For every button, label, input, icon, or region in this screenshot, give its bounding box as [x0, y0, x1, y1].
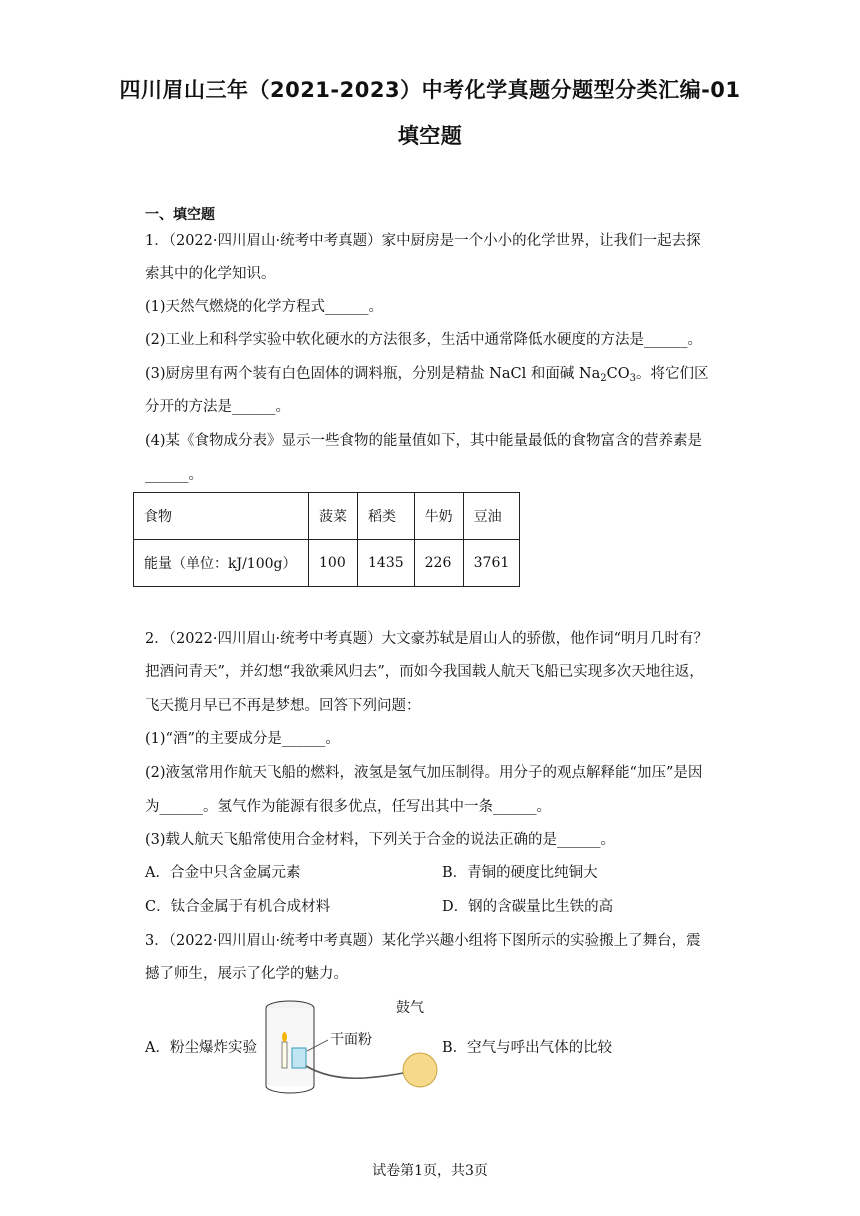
- q2-option-b: B．青铜的硬度比纯铜大: [442, 865, 598, 881]
- table-cell: 稻类: [358, 493, 415, 540]
- q3-option-b: B．空气与呼出气体的比较: [442, 1040, 613, 1056]
- table-cell: 能量（单位：kJ/100g）: [134, 540, 309, 587]
- q2-option-a: A．合金中只含金属元素: [145, 865, 301, 881]
- q2-option-d: D．钢的含碳量比生铁的高: [442, 899, 614, 915]
- table-cell: 豆油: [463, 493, 520, 540]
- q2-stem-line3: 飞天揽月早已不再是梦想。回答下列问题：: [145, 698, 421, 714]
- table-cell: 3761: [463, 540, 520, 587]
- table-cell: 食物: [134, 493, 309, 540]
- q3-stem-line1: 3．（2022·四川眉山·统考中考真题）某化学兴趣小组将下图所示的实验搬上了舞台，震: [145, 933, 701, 949]
- table-cell: 菠菜: [309, 493, 358, 540]
- q1-part2: (2)工业上和科学实验中软化硬水的方法很多，生活中通常降低水硬度的方法是______。: [145, 332, 703, 348]
- q2-stem-line1: 2．（2022·四川眉山·统考中考真题）大文豪苏轼是眉山人的骄傲，他作词“明月几时有？: [145, 631, 709, 647]
- section-heading: 一、填空题: [145, 207, 215, 223]
- page-footer: 试卷第1页，共3页: [372, 1163, 488, 1179]
- table-cell: 牛奶: [414, 493, 463, 540]
- q1-part3-line2: 分开的方法是______。: [145, 399, 290, 415]
- food-energy-table: [133, 492, 520, 587]
- table-row: [134, 493, 520, 540]
- q1-part3: (3)厨房里有两个装有白色固体的调料瓶，分别是精盐 NaCl 和面碱 $Na_2CO_3$。将它们区: [145, 366, 709, 384]
- q2-part2: (2)液氢常用作航天飞船的燃料，液氢是氢气加压制得。用分子的观点解释能“加压”是因: [145, 765, 703, 781]
- q1-part1: (1)天然气燃烧的化学方程式______。: [145, 299, 384, 315]
- candle-icon: [282, 1042, 287, 1068]
- q1-part4-line2: ______。: [145, 467, 203, 483]
- air-bulb-icon: [403, 1053, 437, 1087]
- q2-part3: (3)载人航天飞船常使用合金材料，下列关于合金的说法正确的是______。: [145, 832, 616, 848]
- q2-part2-line2: 为______。氢气作为能源有很多优点，任写出其中一条______。: [145, 799, 551, 815]
- q1-stem-line1: 1．（2022·四川眉山·统考中考真题）家中厨房是一个小小的化学世界，让我们一起去探: [145, 233, 701, 249]
- q2-part1: (1)“酒”的主要成分是______。: [145, 731, 340, 747]
- table-cell: 226: [414, 540, 463, 587]
- table-cell: 1435: [358, 540, 415, 587]
- powder-cup-icon: [292, 1048, 306, 1068]
- document-title-line2: 填空题: [397, 124, 463, 148]
- table-cell: 100: [309, 540, 358, 587]
- q3-stem-line2: 撼了师生，展示了化学的魅力。: [145, 966, 348, 982]
- dust-explosion-apparatus-figure: [260, 996, 440, 1096]
- q1-part4: (4)某《食物成分表》显示一些食物的能量值如下，其中能量最低的食物富含的营养素是: [145, 433, 703, 449]
- q3-option-a: A．粉尘爆炸实验: [145, 1040, 257, 1056]
- figure-label-flour: 干面粉: [330, 1032, 372, 1048]
- q1-stem-line2: 索其中的化学知识。: [145, 266, 276, 282]
- figure-label-blow: 鼓气: [396, 1000, 424, 1016]
- q2-stem-line2: 把酒问青天”，并幻想“我欲乘风归去”，而如今我国载人航天飞船已实现多次天地往返，: [145, 664, 704, 680]
- q2-option-c: C．钛合金属于有机合成材料: [145, 899, 331, 915]
- table-row: [134, 540, 520, 587]
- document-title-line1: 四川眉山三年（2021-2023）中考化学真题分题型分类汇编-01: [119, 78, 741, 102]
- cylinder-body: [266, 1008, 314, 1086]
- air-tube: [306, 1066, 408, 1078]
- flame-icon: [282, 1032, 287, 1042]
